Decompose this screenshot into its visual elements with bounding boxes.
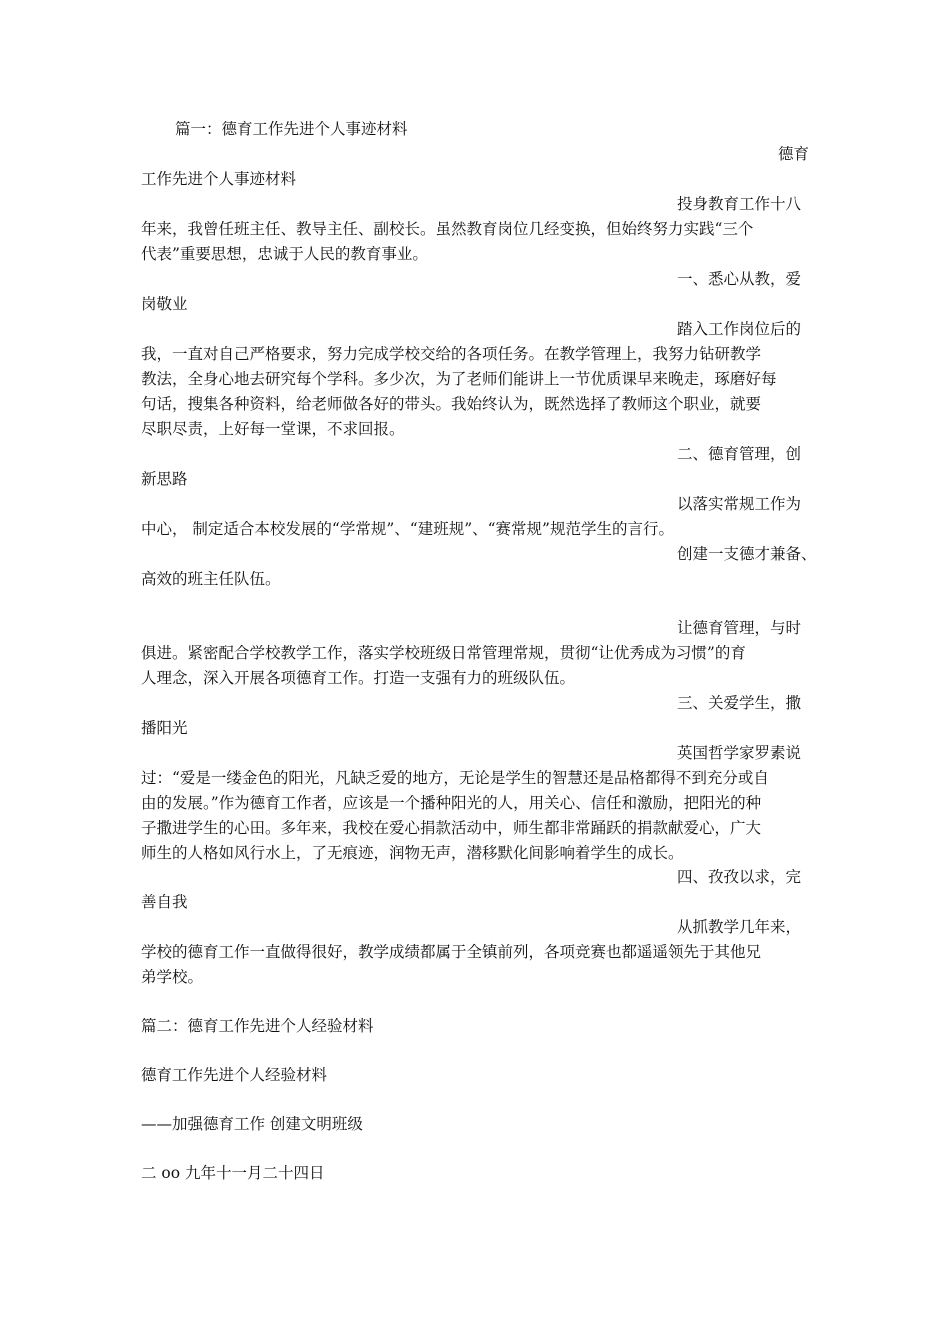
section2-b-line-2: 高效的班主任队伍。 <box>141 570 281 588</box>
section4-heading-a: 四、孜孜以求，完 <box>677 868 802 886</box>
section2-c-line-3: 人理念，深入开展各项德育工作。打造一支强有力的班级队伍。 <box>141 669 576 687</box>
section1-line-4: 句话，搜集各种资料，给老师做各好的带头。我始终认为，既然选择了教师这个职业，就要 <box>141 395 762 413</box>
section4-line-2: 学校的德育工作一直做得很好，教学成绩都属于全镇前列，各项竞赛也都遥遥领先于其他兄 <box>141 943 762 961</box>
part2-date: 二 oo 九年十一月二十四日 <box>141 1164 325 1182</box>
section4-heading-b: 善自我 <box>141 893 188 911</box>
section3-line-2: 过：“爱是一缕金色的阳光，凡缺乏爱的地方，无论是学生的智慧还是品格都得不到充分或自 <box>141 769 769 787</box>
part1-heading-b: 工作先进个人事迹材料 <box>141 170 297 188</box>
section1-line-3: 教法，全身心地去研究每个学科。多少次，为了老师们能讲上一节优质课早来晚走，琢磨好每 <box>141 370 777 388</box>
section2-b-line-1: 创建一支德才兼备、 <box>677 545 817 563</box>
part2-title: 篇二：德育工作先进个人经验材料 <box>141 1017 374 1035</box>
section1-heading-b: 岗敬业 <box>141 295 188 313</box>
section1-heading-a: 一、悉心从教，爱 <box>677 270 802 288</box>
intro-line-2: 年来，我曾任班主任、教导主任、副校长。虽然教育岗位几经变换，但始终努力实践“三个 <box>141 220 754 238</box>
section4-line-1: 从抓教学几年来， <box>677 918 802 936</box>
intro-line-3: 代表”重要思想，忠诚于人民的教育事业。 <box>141 245 428 263</box>
section2-heading-b: 新思路 <box>141 470 188 488</box>
section1-line-1: 踏入工作岗位后的 <box>677 320 802 338</box>
section2-a-line-2: 中心， 制定适合本校发展的“学常规”、“建班规”、“赛常规”规范学生的言行。 <box>141 520 674 538</box>
section2-c-line-2: 俱进。紧密配合学校教学工作，落实学校班级日常管理常规，贯彻“让优秀成为习惯”的育 <box>141 644 746 662</box>
section1-line-5: 尽职尽责，上好每一堂课，不求回报。 <box>141 420 405 438</box>
section2-c-line-1: 让德育管理，与时 <box>677 619 802 637</box>
part1-heading-a: 德育 <box>778 145 810 163</box>
section3-heading-b: 播阳光 <box>141 719 188 737</box>
part2-tagline: ——加强德育工作 创建文明班级 <box>141 1115 363 1133</box>
section3-line-5: 师生的人格如风行水上，了无痕迹，润物无声，潜移默化间影响着学生的成长。 <box>141 844 684 862</box>
section3-line-1: 英国哲学家罗素说 <box>677 744 802 762</box>
section2-a-line-1: 以落实常规工作为 <box>677 495 802 513</box>
part1-title: 篇一：德育工作先进个人事迹材料 <box>175 120 408 138</box>
section2-heading-a: 二、德育管理，创 <box>677 445 802 463</box>
intro-line-1: 投身教育工作十八 <box>677 195 802 213</box>
section3-heading-a: 三、关爱学生，撒 <box>677 694 802 712</box>
section3-line-3: 由的发展。”作为德育工作者，应该是一个播种阳光的人，用关心、信任和激励，把阳光的种 <box>141 794 762 812</box>
section1-line-2: 我，一直对自己严格要求，努力完成学校交给的各项任务。在教学管理上，我努力钻研教学 <box>141 345 762 363</box>
section4-line-3: 弟学校。 <box>141 968 204 986</box>
section3-line-4: 子撒进学生的心田。多年来，我校在爱心捐款活动中，师生都非常踊跃的捐款献爱心，广大 <box>141 819 762 837</box>
part2-subtitle: 德育工作先进个人经验材料 <box>141 1066 328 1084</box>
